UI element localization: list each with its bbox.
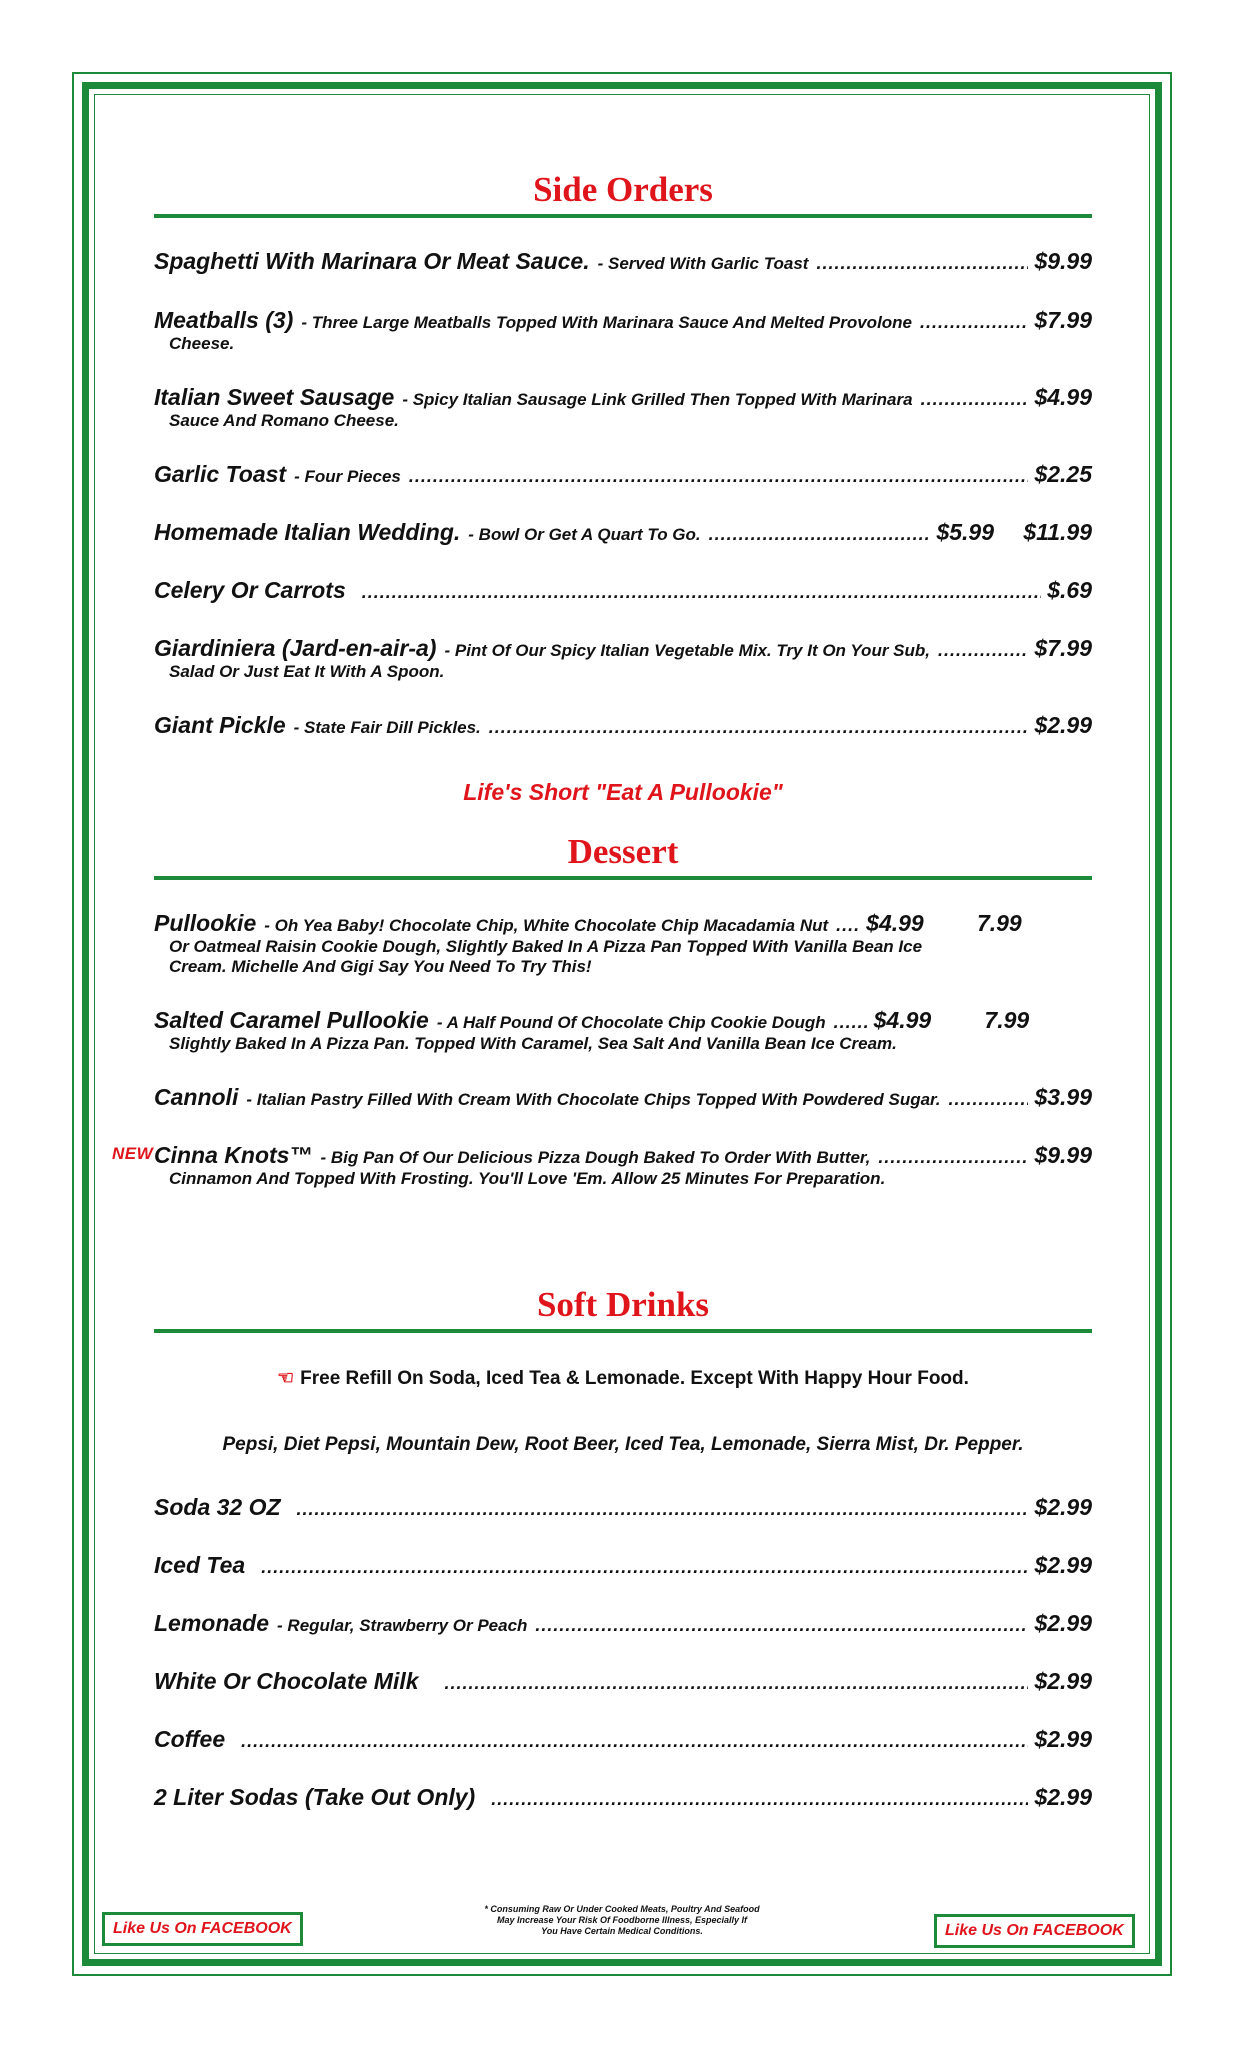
item-name: Celery Or Carrots — [154, 577, 346, 603]
item-description: - Italian Pastry Filled With Cream With Chocolate Chips Topped With Powdered Sugar. — [246, 1090, 941, 1109]
item-name: White Or Chocolate Milk — [154, 1668, 419, 1694]
item-description: - Big Pan Of Our Delicious Pizza Dough Baked To Order With Butter, — [320, 1148, 871, 1167]
item-name: 2 Liter Sodas (Take Out Only) — [154, 1784, 476, 1810]
item-price: $2.99 — [1034, 1784, 1092, 1810]
dot-leader — [409, 466, 1029, 487]
menu-item — [154, 1784, 1092, 1811]
item-description: - Pint Of Our Spicy Italian Vegetable Mix. Try It On Your Sub, — [444, 641, 930, 660]
dot-leader — [261, 1557, 1028, 1578]
menu-content — [112, 170, 1092, 1811]
section-divider — [154, 214, 1092, 218]
menu-item — [154, 635, 1092, 682]
section-title-soft-drinks: Soft Drinks — [536, 1285, 710, 1324]
dot-leader — [297, 1499, 1029, 1520]
item-price: $2.99 — [1034, 1494, 1092, 1520]
slogan: Life's Short "Eat A Pullookie" — [463, 779, 783, 805]
item-name: Italian Sweet Sausage — [154, 384, 395, 410]
dot-leader — [921, 389, 1029, 410]
item-name: Giant Pickle — [154, 712, 286, 738]
disclaimer-line: * Consuming Raw Or Under Cooked Meats, Poultry And Seafood — [484, 1904, 760, 1914]
item-description: - State Fair Dill Pickles. — [293, 718, 481, 737]
menu-item — [154, 519, 1092, 546]
section-divider — [154, 876, 1092, 880]
item-description: - Bowl Or Get A Quart To Go. — [468, 525, 701, 544]
item-price: $7.99 — [1034, 307, 1092, 333]
item-name: Pullookie — [154, 910, 257, 936]
menu-item — [112, 1142, 1092, 1189]
brand-list: Pepsi, Diet Pepsi, Mountain Dew, Root Beer, Iced Tea, Lemonade, Sierra Mist, Dr. Pepper. — [222, 1434, 1024, 1455]
item-description: - Regular, Strawberry Or Peach — [277, 1616, 528, 1635]
item-name: Cinna Knots™ — [154, 1142, 313, 1168]
item-description-continued: Cinnamon And Topped With Frosting. You'll Love 'Em. Allow 25 Minutes For Preparation. — [169, 1169, 886, 1188]
item-price: $9.99 — [1034, 248, 1092, 274]
dot-leader — [948, 1089, 1028, 1110]
item-name: Soda 32 OZ — [154, 1494, 281, 1520]
item-name: Iced Tea — [154, 1552, 246, 1578]
dot-leader — [938, 640, 1028, 661]
item-price-small: $4.99 — [866, 910, 924, 936]
item-description-continued: Sauce And Romano Cheese. — [169, 411, 399, 430]
dot-leader — [920, 312, 1028, 333]
refill-note — [154, 1367, 1092, 1390]
item-price: $2.99 — [1034, 1610, 1092, 1636]
dot-leader — [878, 1147, 1028, 1168]
item-name: Salted Caramel Pullookie — [154, 1007, 429, 1033]
menu-item — [154, 1552, 1092, 1579]
section-divider — [154, 1329, 1092, 1333]
item-price: $2.99 — [1034, 1726, 1092, 1752]
item-price: $3.99 — [1034, 1084, 1092, 1110]
item-name: Meatballs (3) — [154, 307, 294, 333]
item-price: $2.99 — [1034, 712, 1092, 738]
facebook-link-left[interactable]: Like Us On FACEBOOK — [102, 1912, 303, 1946]
item-name: Cannoli — [154, 1084, 239, 1110]
dot-leader — [489, 717, 1029, 738]
dot-leader — [836, 915, 860, 936]
item-price-small: $4.99 — [873, 1007, 932, 1033]
item-description-continued: Cream. Michelle And Gigi Say You Need To Try This! — [169, 957, 592, 976]
menu-item — [154, 1084, 1092, 1111]
item-name: Giardiniera (Jard-en-air-a) — [154, 635, 437, 661]
refill-note-text: Free Refill On Soda, Iced Tea & Lemonade. Except With Happy Hour Food. — [300, 1368, 969, 1389]
item-description: - A Half Pound Of Chocolate Chip Cookie Dough — [436, 1013, 826, 1032]
item-name: Garlic Toast — [154, 461, 287, 487]
item-description: - Spicy Italian Sausage Link Grilled Then Topped With Marinara — [402, 390, 913, 409]
item-price-bowl: $5.99 — [936, 519, 994, 545]
item-price: $2.99 — [1034, 1552, 1092, 1578]
item-price: $4.99 — [1034, 384, 1092, 410]
item-price: $.69 — [1047, 577, 1092, 603]
menu-item — [154, 1668, 1092, 1695]
menu-item — [154, 577, 1092, 604]
facebook-link-right[interactable]: Like Us On FACEBOOK — [934, 1914, 1135, 1948]
item-description-continued: Or Oatmeal Raisin Cookie Dough, Slightly Baked In A Pizza Pan Topped With Vanilla Bean Ice — [169, 937, 923, 956]
side-orders-section — [154, 170, 1092, 739]
item-price-quart: $11.99 — [1023, 519, 1092, 545]
disclaimer-line: May Increase Your Risk Of Foodborne Illness, Especially If — [496, 1915, 748, 1925]
item-price: $2.99 — [1034, 1668, 1092, 1694]
item-description: - Oh Yea Baby! Chocolate Chip, White Chocolate Chip Macadamia Nut — [264, 916, 829, 935]
dessert-section — [112, 832, 1092, 1189]
item-name: Coffee — [154, 1726, 226, 1752]
menu-item — [154, 1494, 1092, 1521]
menu-item — [154, 384, 1092, 431]
item-price: $9.99 — [1034, 1142, 1092, 1168]
menu-item — [154, 307, 1092, 354]
dot-leader — [834, 1012, 868, 1033]
menu-item — [154, 461, 1092, 488]
section-title-dessert: Dessert — [567, 832, 679, 871]
section-title-side-orders: Side Orders — [533, 170, 713, 209]
dot-leader — [491, 1789, 1028, 1810]
menu-item — [154, 910, 1092, 977]
menu-item — [154, 1007, 1092, 1054]
disclaimer-line: You Have Certain Medical Conditions. — [541, 1926, 703, 1936]
menu-item — [154, 1610, 1092, 1637]
dot-leader — [241, 1731, 1028, 1752]
item-description: - Served With Garlic Toast — [597, 254, 809, 273]
soft-drinks-section — [154, 1285, 1092, 1811]
menu-item — [154, 1726, 1092, 1753]
dot-leader — [709, 524, 931, 545]
item-price-large: 7.99 — [976, 910, 1022, 936]
item-description-continued: Slightly Baked In A Pizza Pan. Topped With Caramel, Sea Salt And Vanilla Bean Ice Cream. — [169, 1034, 897, 1053]
item-name: Spaghetti With Marinara Or Meat Sauce. — [154, 248, 590, 274]
item-description-continued: Cheese. — [169, 334, 235, 353]
dot-leader — [816, 253, 1028, 274]
new-badge: NEW — [112, 1144, 154, 1163]
health-disclaimer — [440, 1904, 804, 1937]
item-name: Homemade Italian Wedding. — [154, 519, 461, 545]
dot-leader — [362, 582, 1041, 603]
dot-leader — [445, 1673, 1029, 1694]
menu-item — [154, 248, 1092, 275]
menu-item — [154, 712, 1092, 739]
item-name: Lemonade — [154, 1610, 270, 1636]
item-price: $2.25 — [1034, 461, 1092, 487]
item-description: - Three Large Meatballs Topped With Marinara Sauce And Melted Provolone — [301, 313, 913, 332]
pointing-hand-icon: ☜ — [277, 1368, 295, 1389]
item-description-continued: Salad Or Just Eat It With A Spoon. — [169, 662, 445, 681]
item-price: $7.99 — [1034, 635, 1092, 661]
item-description: - Four Pieces — [294, 467, 401, 486]
dot-leader — [535, 1615, 1028, 1636]
item-price-large: 7.99 — [984, 1007, 1030, 1033]
